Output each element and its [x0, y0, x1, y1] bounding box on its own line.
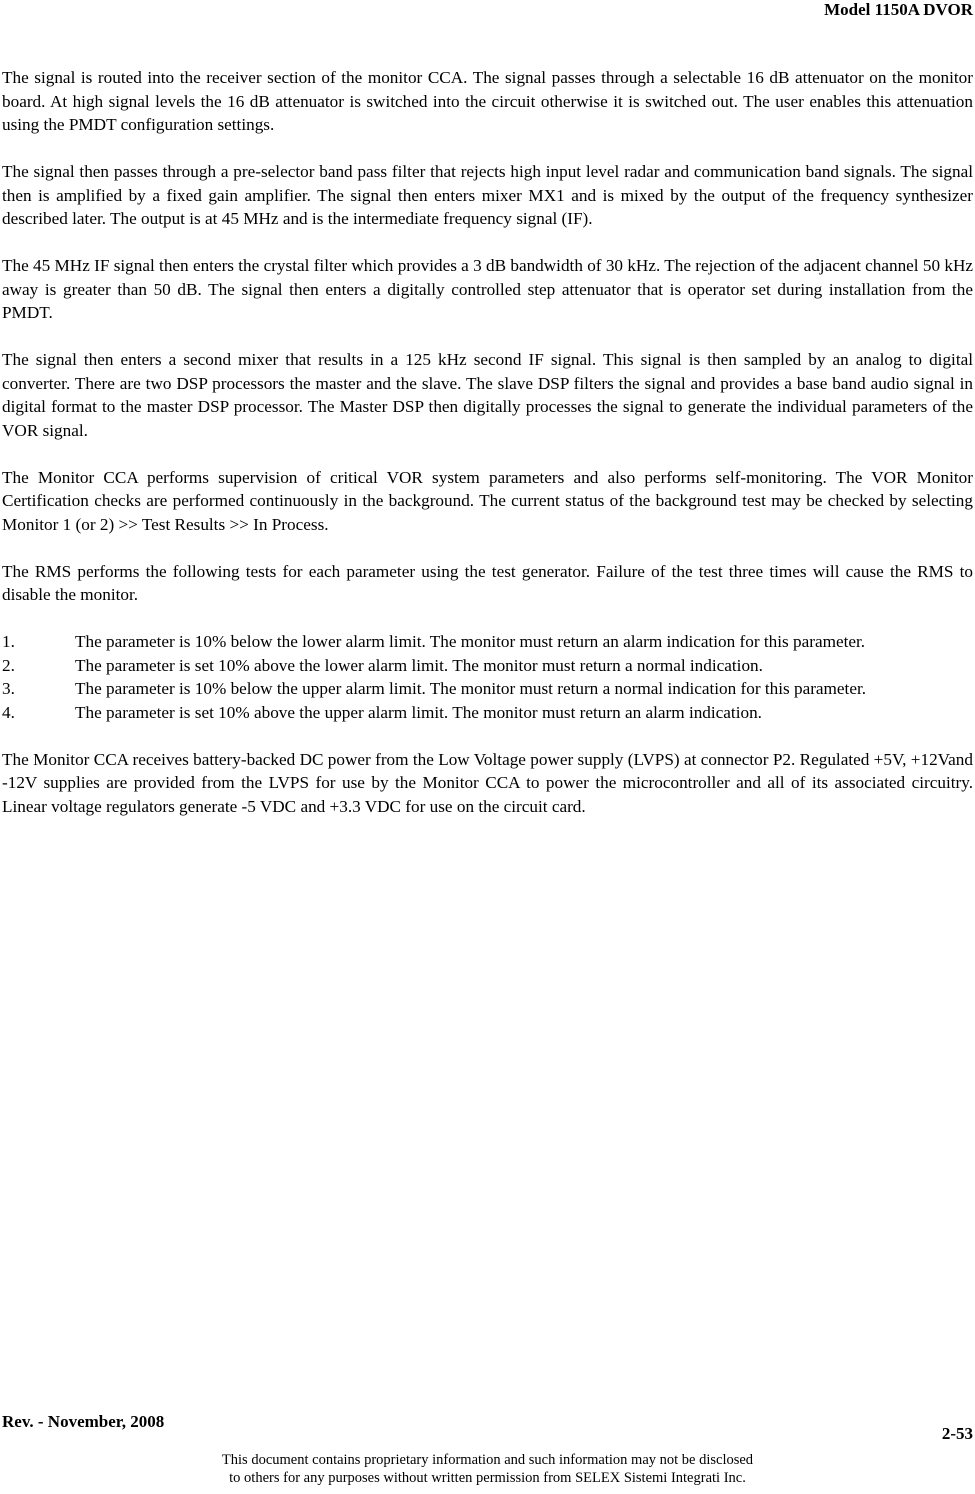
list-item-text: The parameter is set 10% above the lower alarm limit. The monitor must return a normal indication.: [75, 655, 763, 675]
list-item-number: 3.: [2, 679, 15, 698]
list-item-number: 4.: [2, 702, 15, 722]
list-item: [2, 677, 973, 701]
list-item: [2, 630, 973, 654]
paragraph-rms-tests: The RMS performs the following tests for each parameter using the test generator. Failure of the test three times will cause the RMS to disable the monitor.: [2, 561, 973, 604]
list-item-text: The parameter is 10% below the upper alarm limit. The monitor must return a normal indication for this parameter.: [75, 679, 867, 698]
footer-revision: Rev. - November, 2008: [2, 1412, 165, 1431]
paragraph-power-supply: The Monitor CCA receives battery-backed DC power from the Low Voltage power supply (LVPS) at connector P2. Regulated +5V, +12Vand -12V supplies are provided from the LVPS for use by the Monitor CCA to power the microcontroller and all of its associated circuitry. Linear voltage regulators generate -5 VDC and +3.3 VDC for use on the circuit card.: [2, 749, 973, 816]
paragraph-second-mixer: The signal then enters a second mixer that results in a 125 kHz second IF signal. This signal is then sampled by an analog to digital converter. There are two DSP processors the master and the slave. The slave DSP filters the signal and provides a base band audio signal in digital format to the master DSP processor. The Master DSP then digitally processes the signal to generate the individual parameters of the VOR signal.: [2, 350, 973, 440]
footer-page-number: 2-53: [941, 1424, 973, 1443]
paragraph-monitor-supervision: The Monitor CCA performs supervision of critical VOR system parameters and also performs self-monitoring. The VOR Monitor Certification checks are performed continuously in the background. The current status of the background test may be checked by selecting Monitor 1 (or 2) >> Test Results >> In Process.: [2, 467, 973, 534]
list-item-number: 1.: [2, 632, 15, 651]
document-body: [2, 66, 973, 842]
list-item-number: 2.: [2, 655, 15, 675]
list-item-text: The parameter is set 10% above the upper alarm limit. The monitor must return an alarm indication.: [75, 702, 762, 722]
paragraph-preselector-filter: The signal then passes through a pre-selector band pass filter that rejects high input level radar and communication band signals. The signal then is amplified by a fixed gain amplifier. The signal then enters mixer MX1 and is mixed by the output of the frequency synthesizer described later. The output is at 45 MHz and is the intermediate frequency signal (IF).: [2, 162, 973, 228]
list-item-text: The parameter is 10% below the lower alarm limit. The monitor must return an alarm indication for this parameter.: [75, 632, 866, 651]
footer-notice-line-2: to others for any purposes without written permission from SELEX Sistemi Integrati Inc.: [229, 1470, 746, 1486]
footer-proprietary-notice: [0, 1451, 975, 1487]
list-item: [2, 701, 973, 725]
test-list: [2, 630, 973, 724]
paragraph-receiver-routing: The signal is routed into the receiver section of the monitor CCA. The signal passes through a selectable 16 dB attenuator on the monitor board. At high signal levels the 16 dB attenuator is switched into the circuit otherwise it is switched out. The user enables this attenuation using the PMDT configuration settings.: [2, 68, 973, 134]
page-header-title: Model 1150A DVOR: [824, 0, 973, 19]
paragraph-crystal-filter: The 45 MHz IF signal then enters the crystal filter which provides a 3 dB bandwidth of 30 kHz. The rejection of the adjacent channel 50 kHz away is greater than 50 dB. The signal then enters a digitally controlled step attenuator that is operator set during installation from the PMDT.: [2, 256, 973, 322]
footer-notice-line-1: This document contains proprietary information and such information may not be disclosed: [221, 1452, 754, 1468]
list-item: [2, 654, 973, 678]
